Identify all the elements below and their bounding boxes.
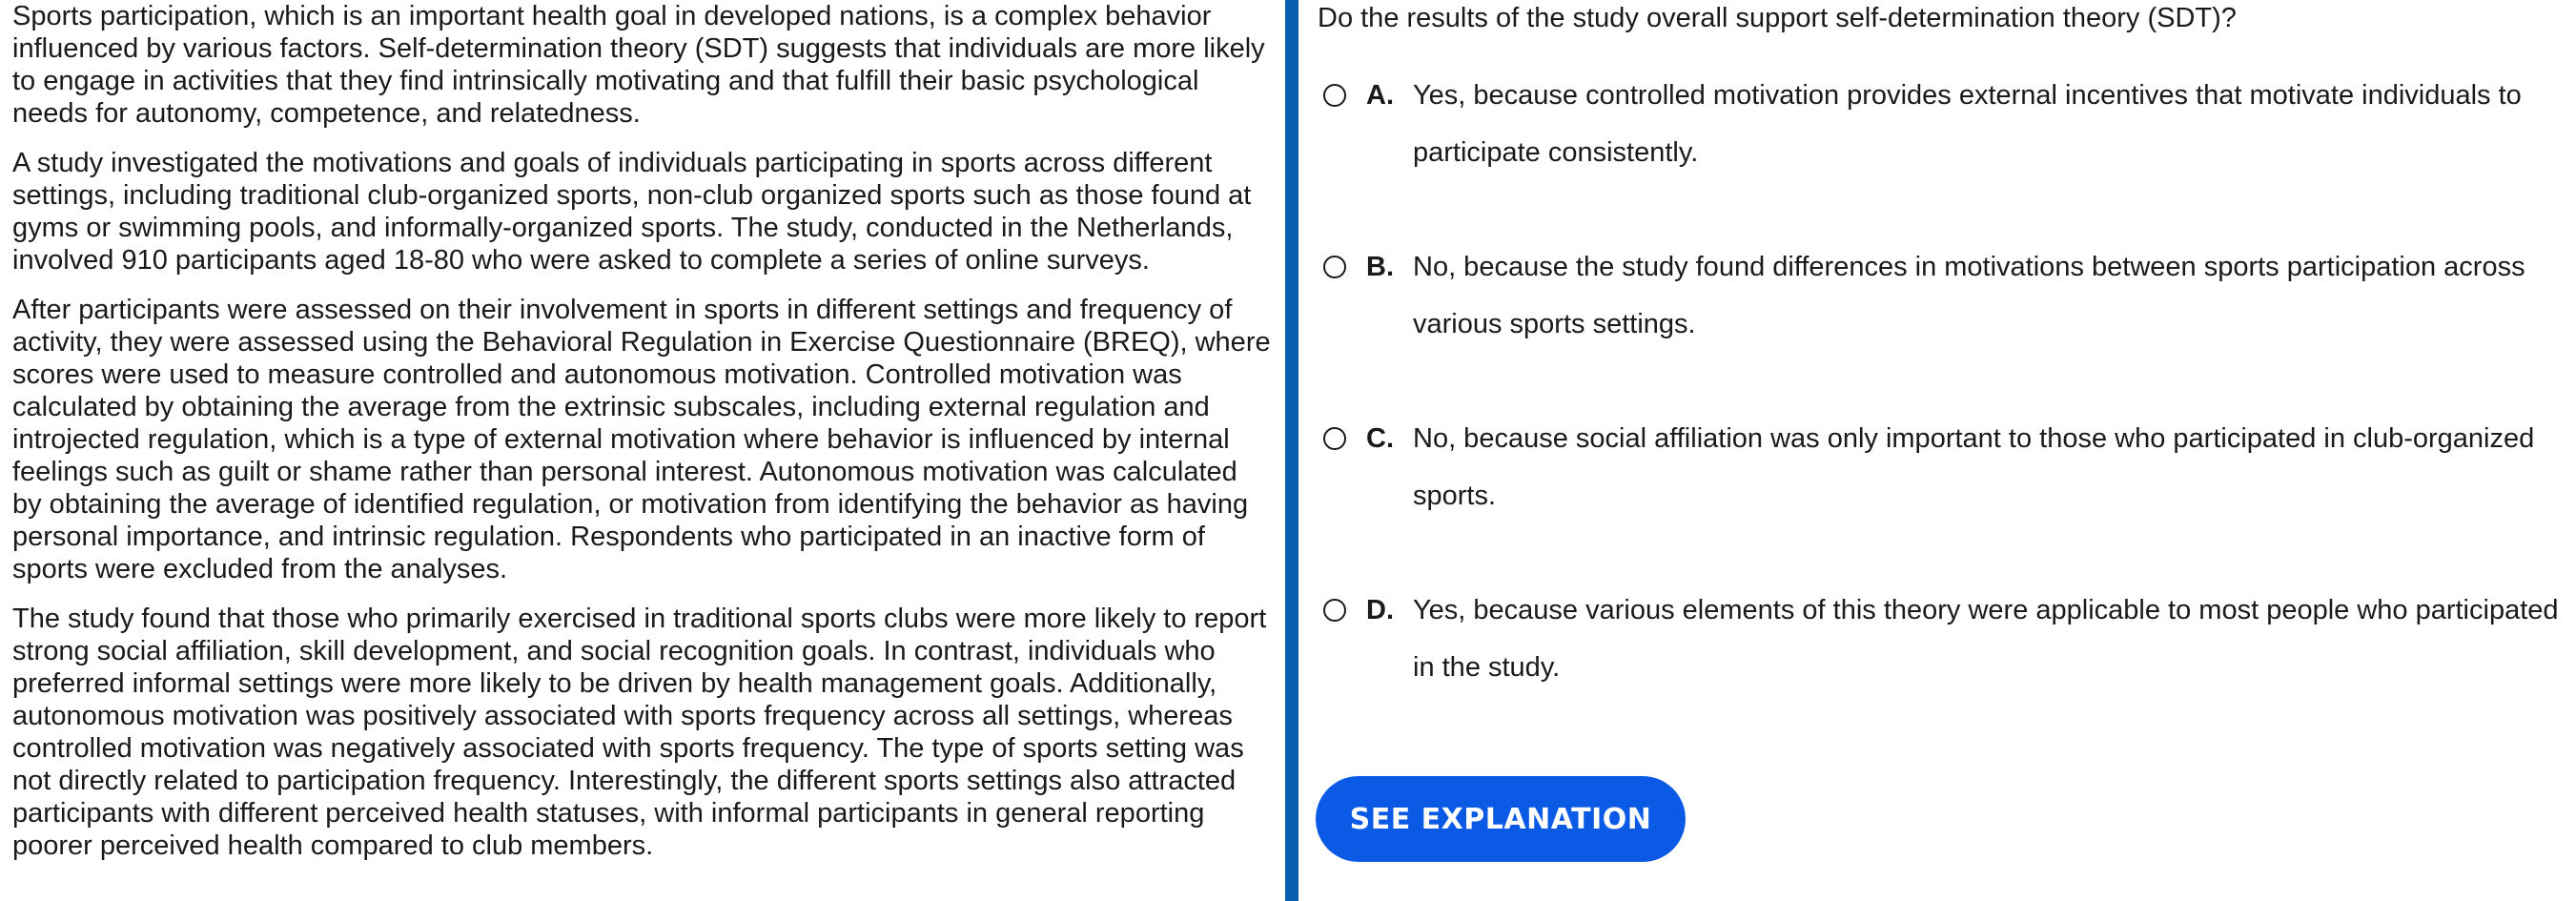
- choice-text: Yes, because various elements of this theory were applicable to most people who participated in the study.: [1413, 595, 2559, 683]
- choice-letter: C.: [1366, 423, 1394, 454]
- choice-a[interactable]: [1318, 77, 2566, 249]
- radio-button-d[interactable]: [1323, 599, 1346, 622]
- choice-b[interactable]: [1318, 249, 2566, 420]
- answer-choices: [1318, 77, 2566, 764]
- choice-text: Yes, because controlled motivation provides external incentives that motivate individuals to participate consistently.: [1413, 80, 2522, 168]
- choice-text: No, because the study found differences in motivations between sports participation across various sports settings.: [1413, 252, 2525, 339]
- choice-letter: D.: [1366, 595, 1394, 625]
- radio-button-a[interactable]: [1323, 84, 1346, 107]
- passage-paragraph: After participants were assessed on their involvement in sports in different settings and frequency of activity, they were assessed using the Behavioral Regulation in Exercise Questionnaire (BREQ), where scores were used to measure controlled and autonomous motivation. Controlled motivation was calculated by obtaining the average from the extrinsic subscales, including external regulation and introjected regulation, which is a type of external motivation where behavior is influenced by internal feelings such as guilt or shame rather than personal interest. Autonomous motivation was calculated by obtaining the average of identified regulation, or motivation from identifying the behavior as having personal importance, and intrinsic regulation. Respondents who participated in an inactive form of sports were excluded from the analyses.: [12, 295, 1271, 584]
- choice-letter: B.: [1366, 252, 1394, 282]
- question-panel: [1318, 0, 2566, 764]
- panel-divider: [1285, 0, 1298, 901]
- passage-paragraph: A study investigated the motivations and goals of individuals participating in sports across different settings, including traditional club-organized sports, non-club organized sports such as those found at gyms or swimming pools, and informally-organized sports. The study, conducted in the Netherlands, involved 910 participants aged 18-80 who were asked to complete a series of online surveys.: [12, 148, 1252, 276]
- passage-paragraph: Sports participation, which is an important health goal in developed nations, is a complex behavior influenced by various factors. Self-determination theory (SDT) suggests that individuals are more likely to engage in activities that they find intrinsically motivating and that fulfill their basic psychological needs for autonomy, competence, and relatedness.: [12, 1, 1265, 129]
- passage-panel: [12, 0, 1271, 879]
- passage-paragraph: The study found that those who primarily exercised in traditional sports clubs were more likely to report strong social affiliation, skill development, and social recognition goals. In contrast, individuals who preferred informal settings were more likely to be driven by health management goals. Additionally, autonomous motivation was positively associated with sports frequency across all settings, whereas controlled motivation was negatively associated with sports frequency. The type of sports setting was not directly related to participation frequency. Interestingly, the different sports settings also attracted participants with different perceived health statuses, with informal participants in general reporting poorer perceived health compared to club members.: [12, 604, 1267, 861]
- see-explanation-button[interactable]: SEE EXPLANATION: [1316, 776, 1686, 862]
- choice-text: No, because social affiliation was only important to those who participated in club-organized sports.: [1413, 423, 2535, 511]
- radio-button-c[interactable]: [1323, 427, 1346, 450]
- choice-letter: A.: [1366, 80, 1394, 111]
- choice-d[interactable]: [1318, 592, 2566, 764]
- choice-c[interactable]: [1318, 420, 2566, 592]
- radio-button-b[interactable]: [1323, 256, 1346, 278]
- question-stem: Do the results of the study overall support self-determination theory (SDT)?: [1318, 3, 2237, 33]
